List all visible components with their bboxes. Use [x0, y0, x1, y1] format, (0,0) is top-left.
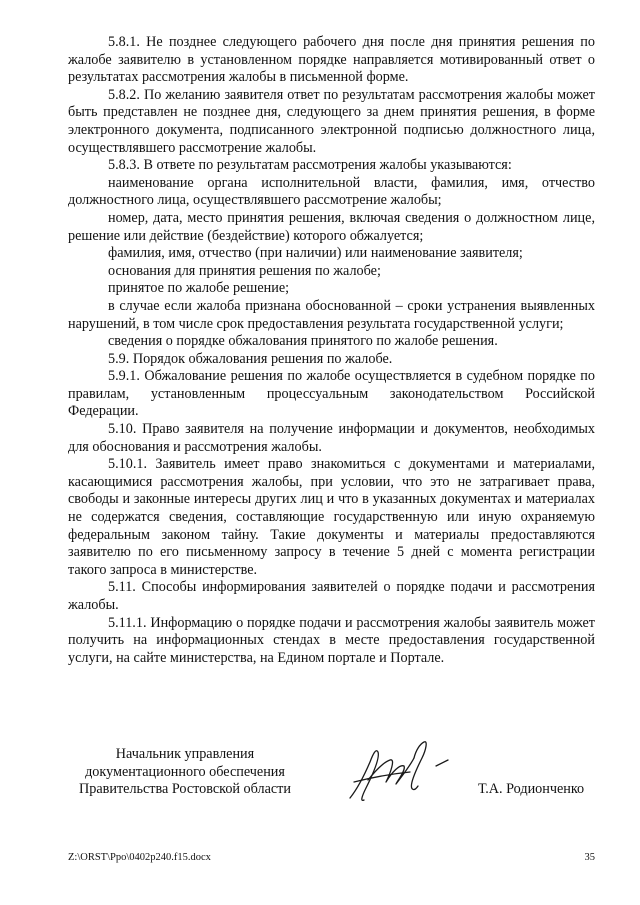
document-body — [68, 34, 595, 667]
signer-title-line: документационного обеспечения — [85, 763, 285, 780]
signer-title — [70, 746, 300, 799]
page-number: 35 — [584, 852, 595, 863]
list-item-grounds: основания для принятия решения по жалобе; — [108, 262, 381, 279]
file-path: Z:\ORST\Ppo\0402p240.f15.docx — [68, 852, 211, 863]
paragraph-5-11: 5.11. Способы информирования заявителей о порядке подачи и рассмотрения жалобы. — [68, 579, 595, 613]
paragraph-5-10: 5.10. Право заявителя на получение информации и документов, необходимых для обоснования и рассмотрения жалобы. — [68, 421, 595, 455]
list-item-authority: наименование органа исполнительной власти, фамилия, имя, отчество должностного лица, осуществлявшего рассмотрение жалобы; — [68, 174, 595, 209]
paragraph-5-8-3: 5.8.3. В ответе по результатам рассмотрения жалобы указываются: — [108, 157, 512, 174]
list-item-decision-details: номер, дата, место принятия решения, включая сведения о должностном лице, решение или действие (бездействие) которого обжалуется; — [68, 209, 595, 244]
paragraph-5-11-1: 5.11.1. Информацию о порядке подачи и рассмотрения жалобы заявитель может получить на информационных стендах в месте предоставления государственной услуги, на сайте министерства, на Едином портале и Портале. — [68, 614, 595, 666]
paragraph-5-10-1: 5.10.1. Заявитель имеет право знакомиться с документами и материалами, касающимися рассмотрения жалобы, при условии, что это не затрагивает права, свободы и законные интересы других лиц и что в указанных документах и материалах не содержатся сведения, составляющие государственную или иную охраняемую федеральным законом тайну. Такие документы и материалы предоставляются заявителю по его письменному запросу в течение 5 дней с момента регистрации такого запроса в министерстве. — [68, 456, 595, 578]
signer-title-line: Правительства Ростовской области — [79, 781, 291, 798]
handwritten-signature — [340, 736, 460, 811]
signature-block — [0, 746, 640, 806]
signer-title-line: Начальник управления — [115, 746, 255, 762]
signer-name: Т.А. Родионченко — [478, 781, 585, 797]
paragraph-5-9-1: 5.9.1. Обжалование решения по жалобе осуществляется в судебном порядке по правилам, установленным процессуальным законодательством Российской Федерации. — [68, 368, 595, 420]
page-footer — [68, 852, 595, 863]
paragraph-5-9: 5.9. Порядок обжалования решения по жалобе. — [108, 350, 393, 367]
list-item-applicant-name: фамилия, имя, отчество (при наличии) или наименование заявителя; — [108, 245, 523, 262]
list-item-decision: принятое по жалобе решение; — [108, 280, 290, 297]
paragraph-5-8-1: 5.8.1. Не позднее следующего рабочего дня после дня принятия решения по жалобе заявителю в установленном порядке направляется мотивированный ответ о результатах рассмотрения жалобы в письменной форме. — [68, 34, 595, 86]
list-item-appeal-procedure: сведения о порядке обжалования принятого по жалобе решения. — [108, 333, 498, 350]
list-item-remedy-terms: в случае если жалоба признана обоснованной – сроки устранения выявленных нарушений, в том числе срок предоставления результата государственной услуги; — [68, 297, 595, 332]
paragraph-5-8-2: 5.8.2. По желанию заявителя ответ по результатам рассмотрения жалобы может быть представлен не позднее дня, следующего за днем принятия решения, в форме электронного документа, подписанного электронной подписью должностного лица, осуществлявшего рассмотрение жалобы. — [68, 86, 595, 156]
